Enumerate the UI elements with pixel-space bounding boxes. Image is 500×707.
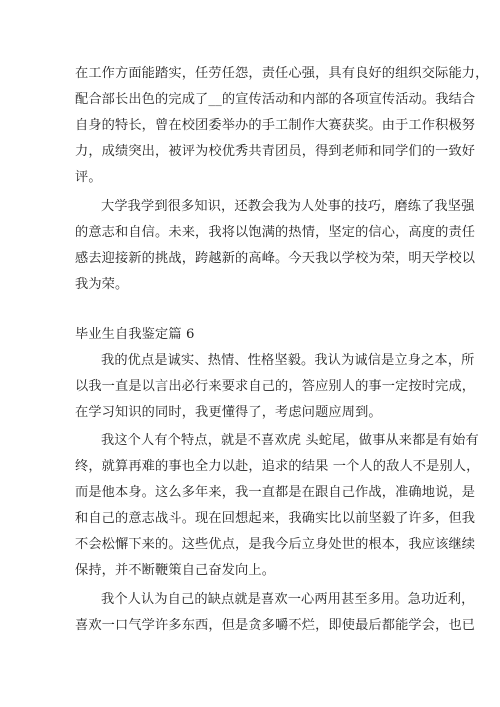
para3-line-2: 以我一直是以言出必行来要求自己的，答应别人的事一定按时完成， — [75, 379, 476, 394]
para1-line-5: 评。 — [75, 170, 102, 185]
para2-line-4: 我为荣。 — [75, 277, 129, 292]
section-heading: 毕业生自我鉴定篇 6 — [75, 327, 195, 342]
para4-line-5: 不会松懈下来的。这些优点，是我今后立身处世的根本，我应该继续 — [75, 537, 476, 552]
para5-line-2: 喜欢一口气学许多东西，但是贪多嚼不烂，即使最后都能学会，也已 — [75, 618, 476, 633]
para2-line-2: 的意志和自信。未来，我将以饱满的热情，坚定的信心，高度的责任 — [75, 225, 476, 240]
para1-line-2: 配合部长出色的完成了__的宣传活动和内部的各项宣传活动。我结合 — [75, 92, 476, 107]
para4-line-1: 我这个人有个特点，就是不喜欢虎 头蛇尾，做事从来都是有始有 — [101, 433, 479, 448]
para4-line-4: 和自己的意志战斗。现在回想起来，我确实比以前坚毅了许多，但我 — [75, 511, 476, 526]
para3-line-1: 我的优点是诚实、热情、性格坚毅。我认为诚信是立身之本，所 — [101, 353, 475, 368]
para4-line-3: 而是他本身。这么多年来，我一直都是在跟自己作战，准确地说，是 — [75, 485, 476, 500]
para1-line-4: 力，成绩突出，被评为校优秀共青团员，得到老师和同学们的一致好 — [75, 144, 476, 159]
para2-line-3: 感去迎接新的挑战，跨越新的高峰。今天我以学校为荣，明天学校以 — [75, 251, 476, 266]
para4-line-6: 保持，并不断鞭策自己奋发向上。 — [75, 563, 276, 578]
para2-line-1: 大学我学到很多知识，还教会我为人处事的技巧，磨练了我坚强 — [101, 199, 475, 214]
para3-line-3: 在学习知识的同时，我更懂得了，考虑问题应周到。 — [75, 405, 382, 420]
para5-line-1: 我个人认为自己的缺点就是喜欢一心两用甚至多用。急功近利， — [101, 592, 475, 607]
para4-line-2: 终，就算再难的事也全力以赴，追求的结果 一个人的敌人不是别人， — [75, 459, 480, 474]
para1-line-1: 在工作方面能踏实，任劳任怨，责任心强，具有良好的组织交际能力， — [75, 66, 489, 81]
para1-line-3: 自身的特长，曾在校团委举办的手工制作大赛获奖。由于工作积极努 — [75, 118, 476, 133]
